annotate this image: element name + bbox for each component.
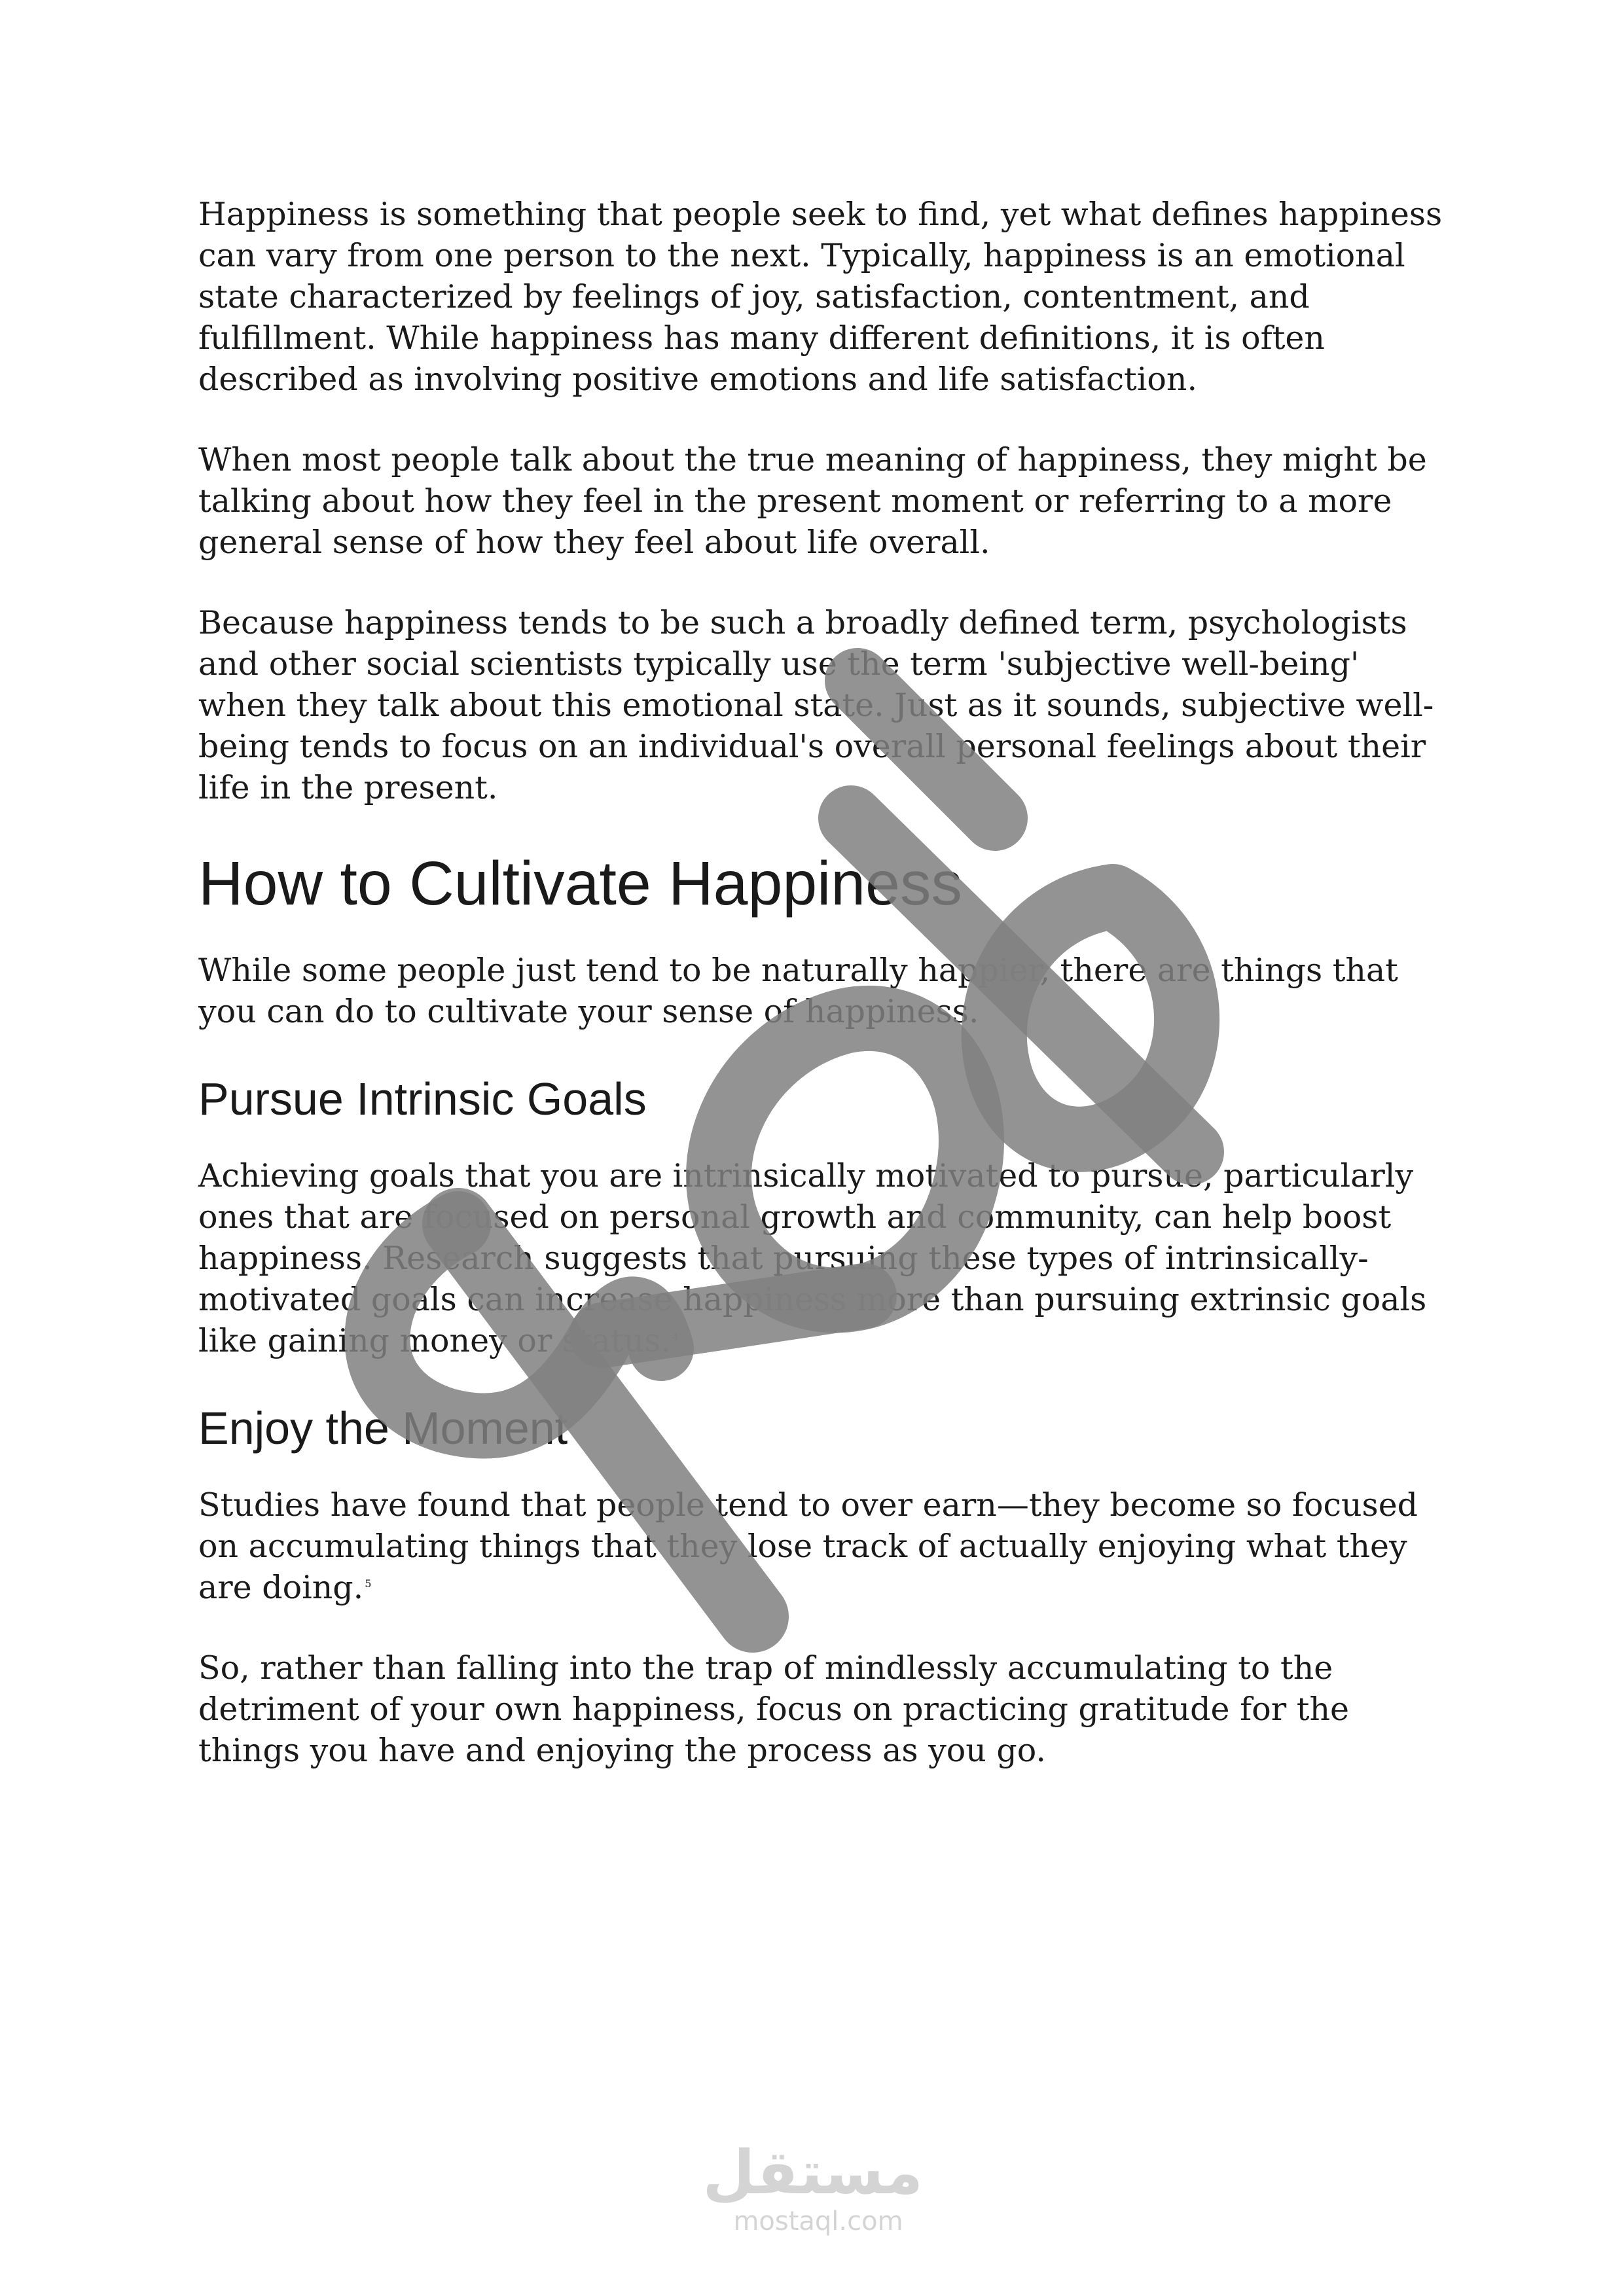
enjoy-moment-paragraph-1: [198, 1484, 1455, 1608]
enjoy-moment-paragraph-2: So, rather than falling into the trap of mindlessly accumulating to the detriment of your own happiness, focus on practicing gratitude for the things you have and enjoying the process as you go.: [198, 1649, 1349, 1769]
footnote-ref-5[interactable]: 5: [365, 1577, 372, 1590]
mostaql-logo-latin: mostaql.com: [733, 2206, 903, 2236]
section-heading: How to Cultivate Happiness: [198, 849, 962, 918]
intrinsic-goals-text: Achieving goals that you are intrinsically motivated to pursue, particularly ones that are focused on personal growth and community, can help boost happiness. Research suggests that pursuing these types of intrinsically-motivated goals can increase happiness more than pursuing extrinsic goals like gaining money or status.: [198, 1157, 1427, 1359]
intro-paragraph-1: Happiness is something that people seek to find, yet what defines happiness can vary from one person to the next. Typically, happiness is an emotional state characterized by feelings of joy, satisfaction, contentment, and fulfillment. While happiness has many different definitions, it is often described as involving positive emotions and life satisfaction.: [198, 196, 1443, 398]
intro-paragraph-2: When most people talk about the true meaning of happiness, they might be talking about how they feel in the present moment or referring to a more general sense of how they feel about life overall.: [198, 441, 1427, 561]
enjoy-moment-text-1: Studies have found that people tend to over earn—they become so focused on accumulating things that they lose track of actually enjoying what they are doing.: [198, 1486, 1418, 1606]
footnote-ref-4[interactable]: 4: [672, 1330, 679, 1343]
document-body: [198, 194, 1455, 1810]
intrinsic-goals-paragraph: [198, 1155, 1455, 1361]
mostaql-logo-arabic: مستقل: [702, 2138, 923, 2208]
subheading-intrinsic-goals: Pursue Intrinsic Goals: [198, 1073, 647, 1124]
subheading-enjoy-moment: Enjoy the Moment: [198, 1403, 568, 1454]
mostaql-logo: [702, 2138, 923, 2237]
section-intro-paragraph: While some people just tend to be naturally happier, there are things that you can do to cultivate your sense of happiness.: [198, 952, 1398, 1030]
intro-paragraph-3: Because happiness tends to be such a broadly defined term, psychologists and other social scientists typically use the term 'subjective well-being' when they talk about this emotional state. Just as it sounds, subjective well-being tends to focus on an individual's overall personal feelings about their life in the present.: [198, 604, 1434, 806]
